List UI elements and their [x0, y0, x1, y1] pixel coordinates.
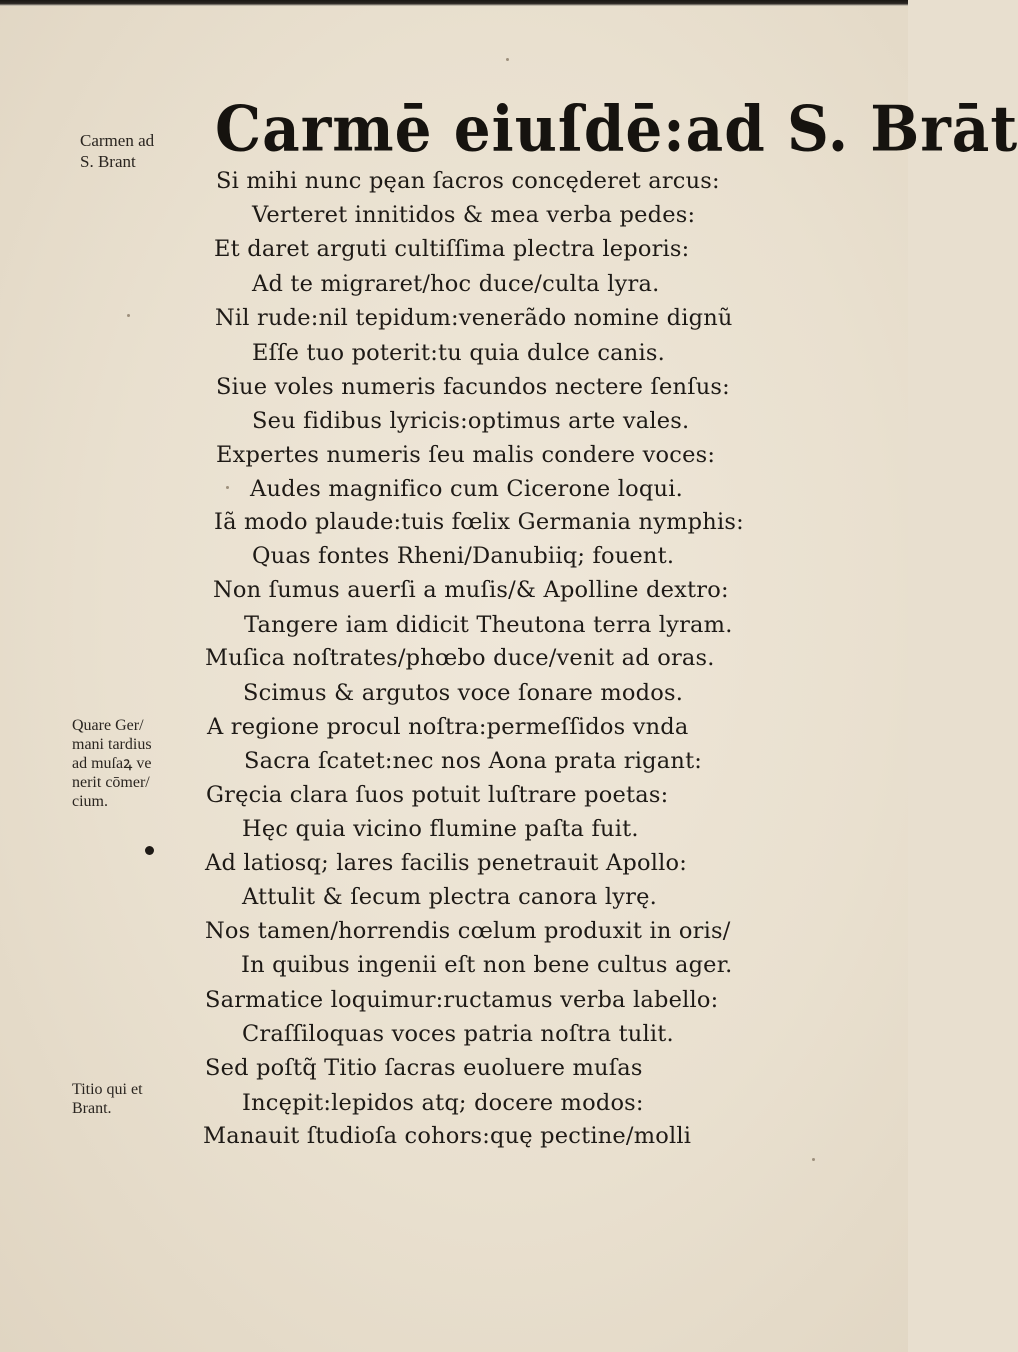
verse-line: Sed poſtq̃ Titio ſacras euoluere muſas [205, 1055, 643, 1081]
verse-line: Incępit:lepidos atq; docere modos: [242, 1090, 644, 1116]
margin-dot-mark [145, 846, 154, 855]
verse-line: Audes magnifico cum Cicerone loqui. [250, 476, 683, 502]
verse-line: Ad latiosq; lares facilis penetrauit Apollo: [205, 850, 688, 876]
verse-line: Hęc quia vicino flumine paſta fuit. [242, 816, 639, 842]
margin-note-quare-germani: Quare Ger/ mani tardius ad muſaꝝ ve nerit cōmer/ cium. [72, 717, 152, 810]
verse-line: Ad te migraret/hoc duce/culta lyra. [252, 271, 660, 297]
verse-line: Iã modo plaude:tuis fœlix Germania nymphis: [214, 509, 744, 535]
paper-speck [812, 1158, 815, 1161]
verse-line: A regione procul noſtra:permeſſidos vnda [207, 714, 689, 740]
verse-line: Seu fidibus lyricis:optimus arte vales. [252, 408, 690, 434]
paper-speck [127, 314, 130, 317]
verse-line: Nil rude:nil tepidum:venerãdo nomine dignũ [215, 305, 733, 331]
verse-line: Scimus & argutos voce ſonare modos. [243, 680, 684, 706]
verse-line: Attulit & ſecum plectra canora lyrę. [242, 884, 658, 910]
margin-note-titio: Titio qui et Brant. [72, 1081, 143, 1117]
paper-speck [506, 58, 509, 61]
verse-line: Craſſiloquas voces patria noſtra tulit. [242, 1021, 674, 1047]
verse-line: Si mihi nunc pęan ſacros concęderet arcus: [216, 168, 720, 194]
verse-line: Verteret innitidos & mea verba pedes: [252, 202, 696, 228]
verse-line: Siue voles numeris facundos nectere ſenſus: [216, 374, 730, 400]
verse-line: Sacra ſcatet:nec nos Aona prata rigant: [244, 748, 703, 774]
verse-line: Et daret arguti cultiſſima plectra leporis: [214, 236, 690, 262]
verse-line: Expertes numeris ſeu malis condere voces: [216, 442, 716, 468]
poem-title: Carmē eiuſdē:ad S. Brāt [215, 92, 1018, 166]
verse-line: Non ſumus auerſi a muſis/& Apolline dextro: [213, 577, 729, 603]
verse-line: Gręcia clara ſuos potuit luſtrare poetas: [206, 782, 669, 808]
verse-line: Tangere iam didicit Theutona terra lyram. [244, 612, 733, 638]
verse-line: Eſſe tuo poterit:tu quia dulce canis. [252, 340, 665, 366]
verse-line: Muſica noſtrates/phœbo duce/venit ad oras. [205, 645, 715, 671]
verse-line: Nos tamen/horrendis cœlum produxit in oris/ [205, 918, 731, 944]
verse-line: Quas fontes Rheni/Danubiiq; fouent. [252, 543, 675, 569]
paper-speck [226, 486, 229, 489]
verse-line: Sarmatice loquimur:ructamus verba labello: [205, 987, 719, 1013]
margin-note-carmen-ad-brant: Carmen ad S. Brant [80, 131, 155, 171]
verse-line: Manauit ſtudioſa cohors:quę pectine/molli [203, 1123, 692, 1149]
verse-line: In quibus ingenii eſt non bene cultus ager. [241, 952, 733, 978]
